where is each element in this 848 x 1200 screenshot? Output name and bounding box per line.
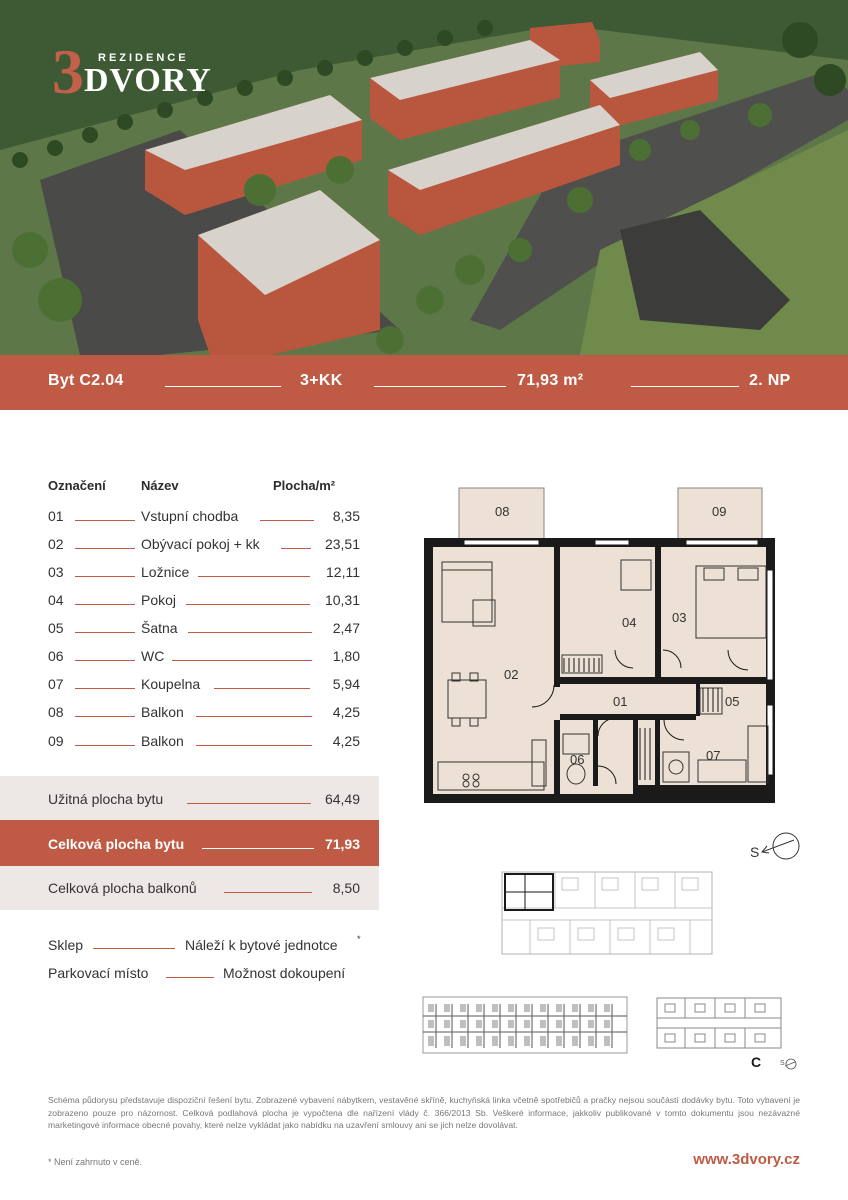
site-compass-icon <box>785 1058 797 1070</box>
site-compass-label: S <box>780 1060 785 1067</box>
row-leader <box>75 576 135 577</box>
building-site-plan <box>655 996 797 1072</box>
unit-layout: 3+KK <box>300 372 343 389</box>
logo-wordmark: DVORY <box>84 62 212 99</box>
table-row <box>0 620 380 640</box>
band-divider <box>374 386 506 387</box>
room-area: 8,35 <box>332 508 360 524</box>
row-leader <box>75 632 135 633</box>
row-leader <box>93 948 175 949</box>
room-code: 05 <box>48 620 64 636</box>
table-row <box>0 733 380 753</box>
building-site-drawing <box>655 996 797 1052</box>
row-leader <box>196 716 312 717</box>
row-leader <box>75 688 135 689</box>
table-row <box>0 648 380 668</box>
header-code: Označení <box>48 478 106 493</box>
room-area: 23,51 <box>324 536 360 552</box>
room-area: 10,31 <box>324 592 360 608</box>
usable-area-label: Užitná plocha bytu <box>48 791 164 807</box>
room-area: 1,80 <box>332 648 360 664</box>
row-leader <box>75 716 135 717</box>
room-label-09: 09 <box>712 504 727 519</box>
room-label-03: 03 <box>672 610 687 625</box>
room-name: Koupelna <box>141 676 201 692</box>
room-area: 4,25 <box>332 704 360 720</box>
room-code: 08 <box>48 704 64 720</box>
room-label-07: 07 <box>706 748 721 763</box>
table-row <box>0 508 380 528</box>
footnote: * Není zahrnuto v ceně. <box>48 1157 143 1167</box>
total-area-value: 71,93 <box>324 836 360 852</box>
room-name: Obývací pokoj + kk <box>141 536 260 552</box>
parking-value: Možnost dokoupení <box>223 965 346 981</box>
row-leader <box>224 892 312 893</box>
building-elevation <box>422 996 628 1054</box>
room-name: Šatna <box>141 620 178 636</box>
parking-label: Parkovací místo <box>48 965 149 981</box>
header-area: Plocha/m² <box>273 478 336 493</box>
room-code: 07 <box>48 676 64 692</box>
room-label-08: 08 <box>495 504 510 519</box>
compass <box>750 832 800 862</box>
room-label-01: 01 <box>613 694 628 709</box>
website-link[interactable]: www.3dvory.cz <box>693 1151 800 1168</box>
band-divider <box>165 386 281 387</box>
room-name: Balkon <box>141 704 184 720</box>
building-letter: C <box>751 1054 762 1070</box>
room-code: 02 <box>48 536 64 552</box>
room-code: 09 <box>48 733 64 749</box>
floor-plan <box>418 480 798 810</box>
balcony-area-row <box>0 866 379 910</box>
table-row <box>0 592 380 612</box>
room-label-02: 02 <box>504 667 519 682</box>
band-divider <box>631 386 739 387</box>
row-leader <box>196 745 312 746</box>
room-code: 03 <box>48 564 64 580</box>
balcony-area-value: 8,50 <box>332 880 360 896</box>
floor-overview-drawing <box>500 868 715 958</box>
total-area-row <box>0 820 379 866</box>
room-area: 4,25 <box>332 733 360 749</box>
room-area: 2,47 <box>332 620 360 636</box>
row-leader <box>166 977 214 978</box>
building-elevation-drawing <box>422 996 628 1054</box>
floor-plan-drawing <box>418 480 798 810</box>
room-label-05: 05 <box>725 694 740 709</box>
balcony-area-label: Celková plocha balkonů <box>48 880 197 896</box>
table-row <box>0 704 380 724</box>
row-leader <box>75 604 135 605</box>
header-name: Název <box>141 478 179 493</box>
room-code: 06 <box>48 648 64 664</box>
room-code: 01 <box>48 508 64 524</box>
row-leader <box>186 604 310 605</box>
unit-floor: 2. NP <box>749 372 791 389</box>
logo-subtitle: REZIDENCE <box>98 52 189 64</box>
row-leader <box>188 632 312 633</box>
row-leader <box>75 520 135 521</box>
room-name: Ložnice <box>141 564 190 580</box>
row-leader <box>198 576 310 577</box>
unit-info-band <box>0 355 848 410</box>
room-name: Pokoj <box>141 592 177 608</box>
room-area: 5,94 <box>332 676 360 692</box>
total-area-label: Celková plocha bytu <box>48 836 185 852</box>
room-label-06: 06 <box>570 752 585 767</box>
row-leader <box>202 848 314 849</box>
compass-label: S <box>750 844 760 860</box>
usable-area-row <box>0 776 379 820</box>
room-area: 12,11 <box>326 564 360 580</box>
row-leader <box>75 548 135 549</box>
room-name: WC <box>141 648 165 664</box>
row-leader <box>75 660 135 661</box>
table-row <box>0 536 380 556</box>
row-leader <box>214 688 310 689</box>
unit-number: Byt C2.04 <box>48 372 124 389</box>
row-leader <box>187 803 311 804</box>
cellar-value: Náleží k bytové jednotce <box>185 937 338 953</box>
table-row <box>0 564 380 584</box>
logo-numeral: 3 <box>52 36 84 107</box>
usable-area-value: 64,49 <box>324 791 360 807</box>
room-label-04: 04 <box>622 615 637 630</box>
floor-overview-plan <box>500 868 715 958</box>
legal-disclaimer: Schéma půdorysu představuje dispoziční řešení bytu. Zobrazené vybavení nábytkem, vestavěné skříně, kuchyňská linka včetně spotřebičů a pračky nejsou součástí dodávky bytu. Toto vybavení je zobrazeno pouze pro názornost. Celková podlahová plocha je vypočtena dle nařízení vlády č. 366/2013 Sb. Veškeré informace, jakkoliv publikované v tomto dokumentu jsou nezávazné marketingové informace obecné povahy, které nelze vykládat jako nabídku na uzavření smlouvy ani se jich nelze dovolávat. <box>48 1095 800 1130</box>
row-leader <box>172 660 312 661</box>
room-name: Balkon <box>141 733 184 749</box>
compass-icon <box>750 832 800 862</box>
cellar-label: Sklep <box>48 937 84 953</box>
room-code: 04 <box>48 592 64 608</box>
unit-area: 71,93 m² <box>517 372 584 389</box>
table-row <box>0 676 380 696</box>
cellar-footnote-mark: * <box>357 934 361 944</box>
room-name: Vstupní chodba <box>141 508 239 524</box>
row-leader <box>75 745 135 746</box>
